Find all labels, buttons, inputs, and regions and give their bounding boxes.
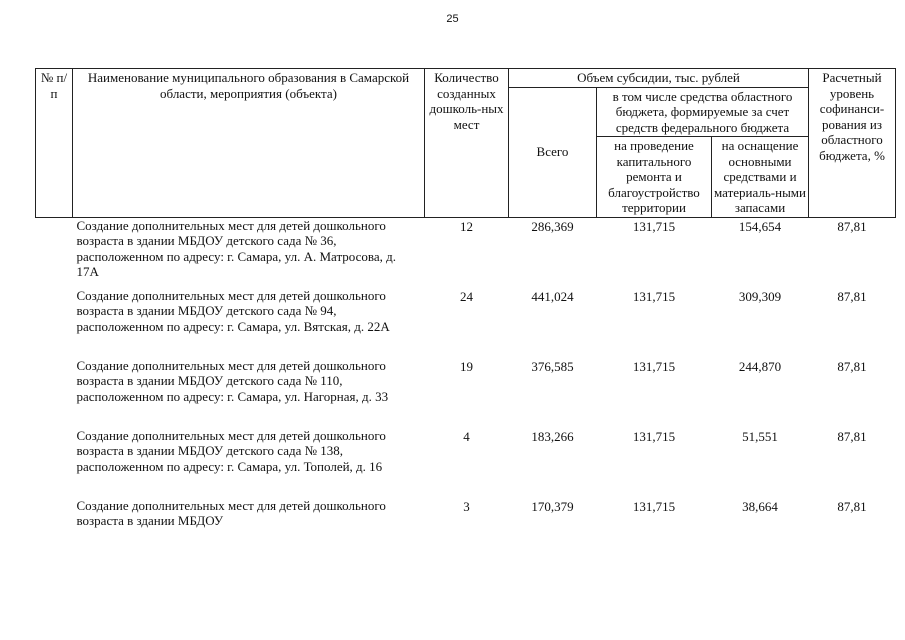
row-level: 87,81 xyxy=(837,218,867,234)
header-equipment: на оснащение основными средствами и материаль-ными запасами xyxy=(712,137,809,218)
row-level: 87,81 xyxy=(837,358,867,374)
row-name: Создание дополнительных мест для детей дошкольного возраста в здании МБДОУ детского сада № 94, расположенном по адресу: г. Самара, ул. Вятская, д. 22А xyxy=(76,287,390,334)
subsidy-table xyxy=(35,68,896,535)
row-total: 441,024 xyxy=(531,288,574,304)
row-repair: 131,715 xyxy=(632,288,676,304)
row-repair: 131,715 xyxy=(632,358,676,374)
row-repair: 131,715 xyxy=(632,498,676,514)
table-row xyxy=(36,358,896,428)
row-equipment: 51,551 xyxy=(742,428,778,444)
row-name: Создание дополнительных мест для детей дошкольного возраста в здании МБДОУ детского сада № 138, расположенном по адресу: г. Самара, ул. Тополей, д. 16 xyxy=(76,427,386,474)
row-level: 87,81 xyxy=(837,428,867,444)
table-row xyxy=(36,498,896,535)
header-federal: в том числе средства областного бюджета, формируемые за счет средств федерального бюджета xyxy=(597,87,809,137)
header-name: Наименование муниципального образования в Самарской области, мероприятия (объекта) xyxy=(73,69,425,218)
row-places: 3 xyxy=(463,498,470,514)
row-name: Создание дополнительных мест для детей дошкольного возраста в здании МБДОУ детского сада № 36, расположенном по адресу: г. Самара, ул. А. Матросова, д. 17А xyxy=(76,217,397,279)
row-equipment: 309,309 xyxy=(738,288,782,304)
row-total: 183,266 xyxy=(531,428,574,444)
header-places: Количество созданных дошколь-ных мест xyxy=(425,69,509,218)
row-equipment: 244,870 xyxy=(738,358,782,374)
row-name: Создание дополнительных мест для детей дошкольного возраста в здании МБДОУ детского сада № 110, расположенном по адресу: г. Самара, ул. Нагорная, д. 33 xyxy=(76,357,389,404)
row-total: 376,585 xyxy=(531,358,574,374)
header-num: № п/п xyxy=(36,69,73,218)
row-level: 87,81 xyxy=(837,498,867,514)
header-repair: на проведение капитального ремонта и благоустройство территории xyxy=(597,137,712,218)
row-places: 4 xyxy=(463,428,470,444)
table-row xyxy=(36,217,896,288)
row-total: 170,379 xyxy=(531,498,574,514)
row-level: 87,81 xyxy=(837,288,867,304)
row-places: 19 xyxy=(460,358,473,374)
table-row xyxy=(36,428,896,498)
header-subsidy: Объем субсидии, тыс. рублей xyxy=(509,69,809,88)
row-places: 24 xyxy=(460,288,473,304)
table-row xyxy=(36,288,896,358)
row-places: 12 xyxy=(460,218,473,234)
row-name: Создание дополнительных мест для детей дошкольного возраста в здании МБДОУ xyxy=(76,497,386,528)
row-total: 286,369 xyxy=(531,218,574,234)
row-equipment: 38,664 xyxy=(742,498,778,514)
page-number: 25 xyxy=(446,13,459,25)
header-level: Расчетный уровень софинанси-рования из областного бюджета, % xyxy=(809,69,896,218)
row-repair: 131,715 xyxy=(632,218,676,234)
row-equipment: 154,654 xyxy=(738,218,782,234)
row-repair: 131,715 xyxy=(632,428,676,444)
header-total: Всего xyxy=(509,87,597,217)
